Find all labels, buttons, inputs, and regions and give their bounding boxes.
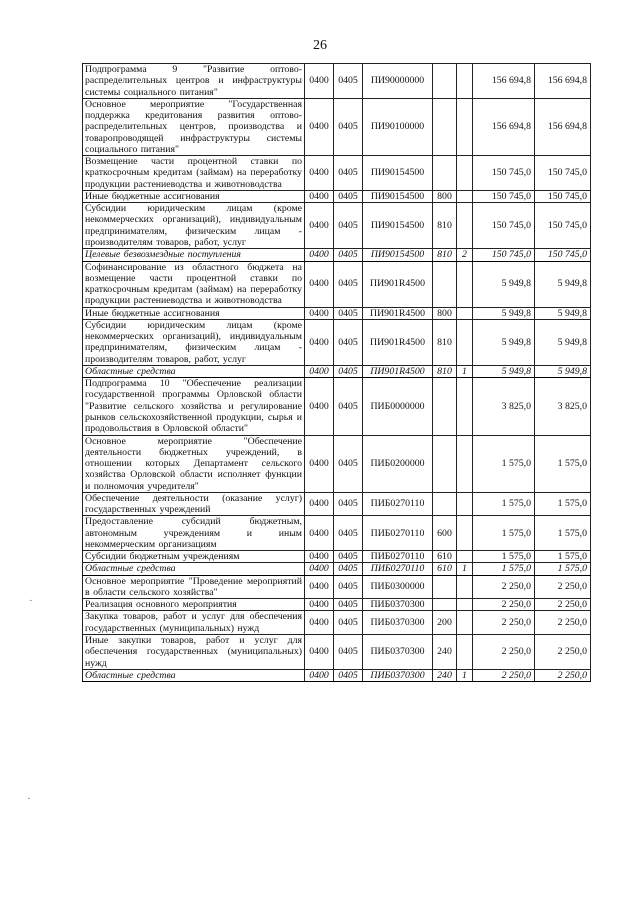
row-expense-type	[433, 156, 457, 191]
row-expense-type: 810	[433, 319, 457, 365]
row-name: Обеспечение деятельности (оказание услуг) государственных учреждений	[83, 492, 305, 516]
margin-mark: ·	[29, 595, 33, 607]
row-podrazdel: 0405	[334, 492, 363, 516]
row-expense-type	[433, 261, 457, 307]
row-target-article: ПИ901R4500	[363, 319, 433, 365]
row-name: Субсидии юридическим лицам (кроме некоммерческих организаций), индивидуальным предпринимателям, физическим лицам - производителям товаров, работ, услуг	[83, 319, 305, 365]
row-funding-source	[457, 378, 473, 435]
row-funding-source	[457, 64, 473, 99]
row-podrazdel: 0405	[334, 307, 363, 319]
row-target-article: ПИБ0000000	[363, 378, 433, 435]
table-row	[83, 307, 591, 319]
row-podrazdel: 0405	[334, 378, 363, 435]
table-row	[83, 261, 591, 307]
row-funding-source: 1	[457, 365, 473, 377]
row-target-article: ПИ90100000	[363, 98, 433, 155]
row-amount-2: 2 250,0	[535, 669, 591, 681]
table-row	[83, 365, 591, 377]
row-podrazdel: 0405	[334, 575, 363, 599]
row-funding-source	[457, 551, 473, 563]
row-amount-2: 1 575,0	[535, 516, 591, 551]
table-row	[83, 435, 591, 492]
row-amount-2: 150 745,0	[535, 190, 591, 202]
row-amount-2: 5 949,8	[535, 319, 591, 365]
row-expense-type: 200	[433, 611, 457, 635]
row-target-article: ПИ901R4500	[363, 365, 433, 377]
row-amount-1: 1 575,0	[473, 563, 535, 575]
table-row	[83, 64, 591, 99]
row-funding-source	[457, 98, 473, 155]
row-target-article: ПИ90154500	[363, 156, 433, 191]
row-razdel: 0400	[305, 435, 334, 492]
row-amount-2: 2 250,0	[535, 599, 591, 611]
row-name: Иные закупки товаров, работ и услуг для обеспечения государственных (муниципальных) нужд	[83, 635, 305, 670]
row-expense-type: 600	[433, 516, 457, 551]
row-funding-source	[457, 203, 473, 249]
row-funding-source	[457, 611, 473, 635]
row-razdel: 0400	[305, 611, 334, 635]
row-amount-1: 150 745,0	[473, 203, 535, 249]
table-row	[83, 635, 591, 670]
row-target-article: ПИ901R4500	[363, 307, 433, 319]
row-target-article: ПИБ0370300	[363, 599, 433, 611]
row-name: Подпрограмма 9 "Развитие оптово-распределительных центров и инфраструктуры системы социального питания"	[83, 64, 305, 99]
row-target-article: ПИБ0370300	[363, 669, 433, 681]
row-razdel: 0400	[305, 575, 334, 599]
row-target-article: ПИ90154500	[363, 190, 433, 202]
row-podrazdel: 0405	[334, 98, 363, 155]
row-target-article: ПИБ0370300	[363, 611, 433, 635]
row-podrazdel: 0405	[334, 435, 363, 492]
row-amount-2: 150 745,0	[535, 203, 591, 249]
row-amount-2: 150 745,0	[535, 249, 591, 261]
row-funding-source	[457, 156, 473, 191]
row-target-article: ПИБ0270110	[363, 516, 433, 551]
row-amount-2: 1 575,0	[535, 563, 591, 575]
row-amount-2: 1 575,0	[535, 551, 591, 563]
row-podrazdel: 0405	[334, 64, 363, 99]
row-expense-type	[433, 378, 457, 435]
row-funding-source	[457, 319, 473, 365]
row-target-article: ПИБ0200000	[363, 435, 433, 492]
row-amount-2: 150 745,0	[535, 156, 591, 191]
row-name: Целевые безвозмездные поступления	[83, 249, 305, 261]
row-amount-1: 2 250,0	[473, 669, 535, 681]
row-expense-type: 610	[433, 551, 457, 563]
row-amount-1: 150 745,0	[473, 249, 535, 261]
row-amount-2: 1 575,0	[535, 492, 591, 516]
row-podrazdel: 0405	[334, 319, 363, 365]
row-podrazdel: 0405	[334, 190, 363, 202]
row-expense-type	[433, 98, 457, 155]
row-name: Возмещение части процентной ставки по краткосрочным кредитам (займам) на переработку продукции растениеводства и животноводства	[83, 156, 305, 191]
row-amount-2: 5 949,8	[535, 365, 591, 377]
row-funding-source	[457, 492, 473, 516]
row-expense-type: 800	[433, 307, 457, 319]
row-target-article: ПИБ0300000	[363, 575, 433, 599]
row-amount-1: 150 745,0	[473, 190, 535, 202]
row-name: Субсидии бюджетным учреждениям	[83, 551, 305, 563]
row-amount-2: 2 250,0	[535, 635, 591, 670]
row-podrazdel: 0405	[334, 599, 363, 611]
row-expense-type: 240	[433, 669, 457, 681]
row-amount-2: 2 250,0	[535, 575, 591, 599]
row-razdel: 0400	[305, 492, 334, 516]
row-name: Основное мероприятие "Обеспечение деятельности бюджетных учреждений, в отношении которых Департамент сельского хозяйства Орловской области исполняет функции и полномочия учредителя"	[83, 435, 305, 492]
row-expense-type: 810	[433, 203, 457, 249]
row-podrazdel: 0405	[334, 635, 363, 670]
row-podrazdel: 0405	[334, 551, 363, 563]
row-razdel: 0400	[305, 516, 334, 551]
row-funding-source	[457, 599, 473, 611]
row-amount-1: 156 694,8	[473, 98, 535, 155]
row-amount-2: 3 825,0	[535, 378, 591, 435]
row-target-article: ПИ90154500	[363, 249, 433, 261]
table-row	[83, 156, 591, 191]
row-name: Основное мероприятие "Государственная поддержка кредитования развития оптово-распределительных центров, производства и товаропроводящей инфраструктуры системы социального питания"	[83, 98, 305, 155]
row-expense-type: 810	[433, 365, 457, 377]
row-podrazdel: 0405	[334, 669, 363, 681]
table-row	[83, 319, 591, 365]
row-funding-source	[457, 516, 473, 551]
row-podrazdel: 0405	[334, 156, 363, 191]
table-row	[83, 669, 591, 681]
row-amount-1: 156 694,8	[473, 64, 535, 99]
margin-mark: ·	[27, 793, 31, 805]
row-razdel: 0400	[305, 378, 334, 435]
page-number: 26	[313, 38, 327, 53]
row-podrazdel: 0405	[334, 611, 363, 635]
table-row	[83, 611, 591, 635]
row-target-article: ПИ901R4500	[363, 261, 433, 307]
row-name: Предоставление субсидий бюджетным, автономным учреждениям и иным некоммерческим организациям	[83, 516, 305, 551]
row-podrazdel: 0405	[334, 516, 363, 551]
row-amount-1: 150 745,0	[473, 156, 535, 191]
row-target-article: ПИ90154500	[363, 203, 433, 249]
row-expense-type	[433, 64, 457, 99]
row-name: Софинансирование из областного бюджета на возмещение части процентной ставки по краткосрочным кредитам (займам) на переработку продукции растениеводства и животноводства	[83, 261, 305, 307]
row-amount-2: 156 694,8	[535, 64, 591, 99]
row-amount-1: 2 250,0	[473, 599, 535, 611]
row-amount-1: 2 250,0	[473, 575, 535, 599]
row-podrazdel: 0405	[334, 249, 363, 261]
row-name: Областные средства	[83, 669, 305, 681]
row-razdel: 0400	[305, 563, 334, 575]
table-row	[83, 249, 591, 261]
row-funding-source	[457, 261, 473, 307]
row-amount-1: 5 949,8	[473, 261, 535, 307]
row-expense-type	[433, 435, 457, 492]
row-name: Иные бюджетные ассигнования	[83, 307, 305, 319]
row-amount-1: 1 575,0	[473, 551, 535, 563]
row-expense-type: 810	[433, 249, 457, 261]
row-funding-source	[457, 190, 473, 202]
row-expense-type: 610	[433, 563, 457, 575]
row-funding-source	[457, 435, 473, 492]
row-razdel: 0400	[305, 599, 334, 611]
row-target-article: ПИБ0370300	[363, 635, 433, 670]
row-name: Областные средства	[83, 365, 305, 377]
row-name: Подпрограмма 10 "Обеспечение реализации государственной программы Орловской области "Развитие сельского хозяйства и регулирование рынков сельскохозяйственной продукции, сырья и продовольствия в Орловской области"	[83, 378, 305, 435]
table-row	[83, 98, 591, 155]
row-amount-2: 156 694,8	[535, 98, 591, 155]
row-podrazdel: 0405	[334, 261, 363, 307]
row-amount-2: 1 575,0	[535, 435, 591, 492]
table-row	[83, 190, 591, 202]
row-razdel: 0400	[305, 98, 334, 155]
row-razdel: 0400	[305, 669, 334, 681]
row-name: Основное мероприятие "Проведение мероприятий в области сельского хозяйства"	[83, 575, 305, 599]
row-amount-1: 2 250,0	[473, 611, 535, 635]
row-expense-type: 800	[433, 190, 457, 202]
table-row	[83, 203, 591, 249]
row-razdel: 0400	[305, 261, 334, 307]
row-amount-2: 5 949,8	[535, 307, 591, 319]
row-target-article: ПИБ0270110	[363, 551, 433, 563]
budget-table	[82, 63, 591, 682]
row-target-article: ПИБ0270110	[363, 492, 433, 516]
row-razdel: 0400	[305, 156, 334, 191]
row-razdel: 0400	[305, 203, 334, 249]
row-expense-type	[433, 492, 457, 516]
row-funding-source: 1	[457, 669, 473, 681]
row-amount-1: 5 949,8	[473, 365, 535, 377]
row-razdel: 0400	[305, 190, 334, 202]
table-row	[83, 551, 591, 563]
table-row	[83, 563, 591, 575]
row-amount-1: 2 250,0	[473, 635, 535, 670]
row-name: Иные бюджетные ассигнования	[83, 190, 305, 202]
row-target-article: ПИБ0270110	[363, 563, 433, 575]
row-amount-2: 2 250,0	[535, 611, 591, 635]
row-funding-source	[457, 307, 473, 319]
row-name: Областные средства	[83, 563, 305, 575]
row-amount-1: 1 575,0	[473, 435, 535, 492]
row-razdel: 0400	[305, 365, 334, 377]
row-name: Закупка товаров, работ и услуг для обеспечения государственных (муниципальных) нужд	[83, 611, 305, 635]
table-row	[83, 575, 591, 599]
row-amount-1: 5 949,8	[473, 307, 535, 319]
row-podrazdel: 0405	[334, 563, 363, 575]
row-target-article: ПИ90000000	[363, 64, 433, 99]
row-funding-source	[457, 575, 473, 599]
row-funding-source: 2	[457, 249, 473, 261]
row-razdel: 0400	[305, 307, 334, 319]
row-razdel: 0400	[305, 249, 334, 261]
row-expense-type	[433, 599, 457, 611]
row-podrazdel: 0405	[334, 203, 363, 249]
row-funding-source	[457, 635, 473, 670]
row-razdel: 0400	[305, 64, 334, 99]
row-podrazdel: 0405	[334, 365, 363, 377]
table-row	[83, 492, 591, 516]
row-expense-type: 240	[433, 635, 457, 670]
row-razdel: 0400	[305, 551, 334, 563]
row-amount-1: 3 825,0	[473, 378, 535, 435]
table-row	[83, 599, 591, 611]
row-amount-1: 1 575,0	[473, 516, 535, 551]
row-amount-1: 5 949,8	[473, 319, 535, 365]
row-name: Субсидии юридическим лицам (кроме некоммерческих организаций), индивидуальным предпринимателям, физическим лицам - производителям товаров, работ, услуг	[83, 203, 305, 249]
row-amount-1: 1 575,0	[473, 492, 535, 516]
row-funding-source: 1	[457, 563, 473, 575]
table-row	[83, 516, 591, 551]
table-row	[83, 378, 591, 435]
row-expense-type	[433, 575, 457, 599]
row-razdel: 0400	[305, 319, 334, 365]
row-amount-2: 5 949,8	[535, 261, 591, 307]
row-name: Реализация основного мероприятия	[83, 599, 305, 611]
row-razdel: 0400	[305, 635, 334, 670]
